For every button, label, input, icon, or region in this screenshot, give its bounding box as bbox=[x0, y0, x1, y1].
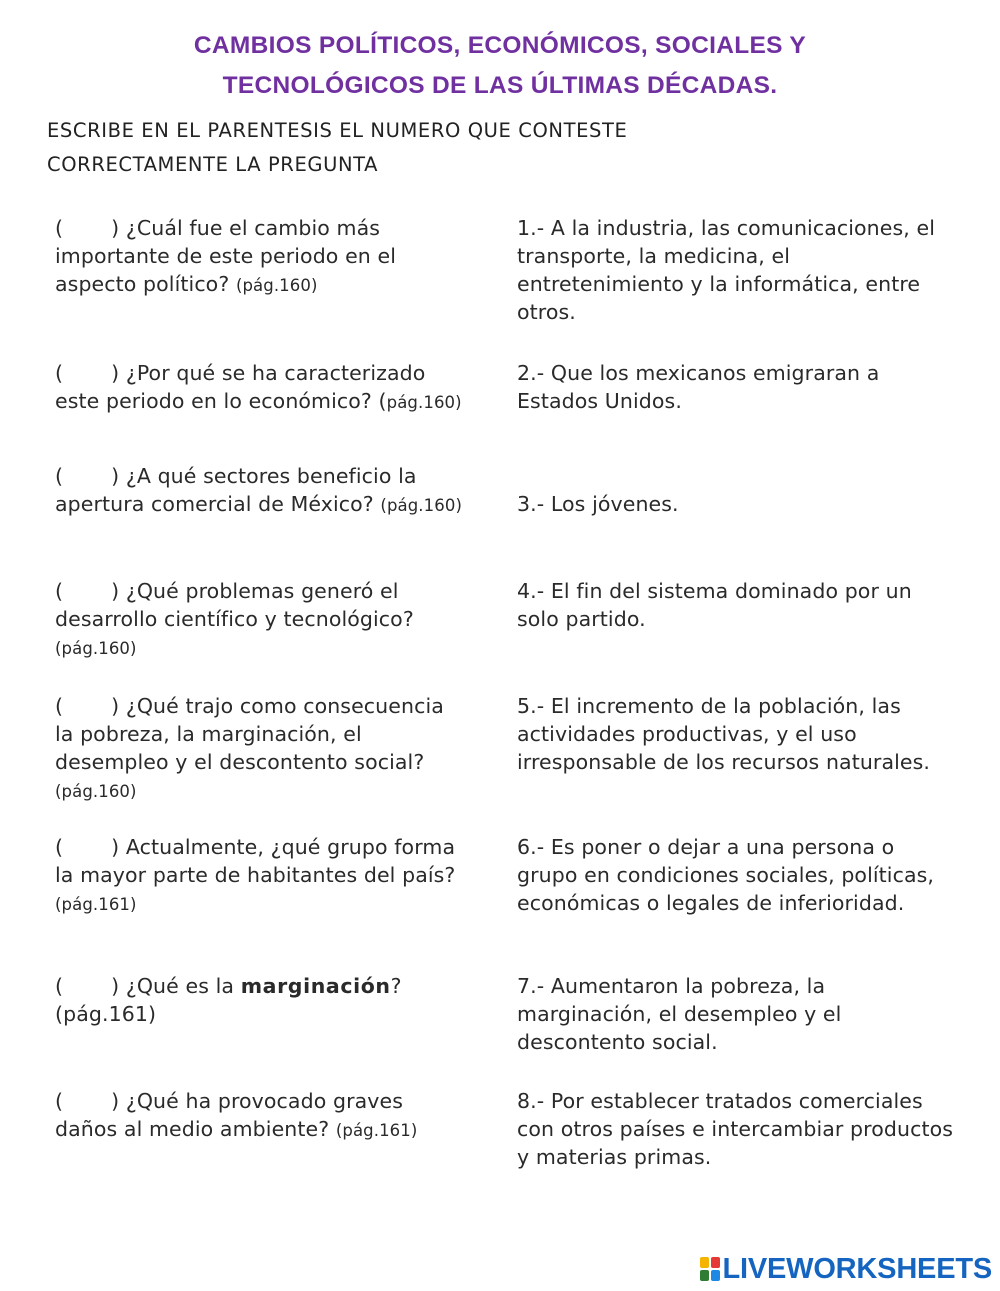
page-reference: (pág.160) bbox=[380, 496, 462, 515]
question-8: ( ) ¿Qué ha provocado graves daños al medio ambiente? (pág.161) bbox=[55, 1089, 418, 1141]
logo-square-yellow bbox=[700, 1257, 709, 1268]
logo-mark-icon bbox=[700, 1257, 720, 1281]
instructions bbox=[47, 114, 807, 182]
answer-option-4: 4.- El fin del sistema dominado por un solo partido. bbox=[517, 579, 912, 631]
question-3: ( ) ¿A qué sectores beneficio la apertura comercial de México? (pág.160) bbox=[55, 464, 462, 516]
question-text: ¿A qué sectores beneficio la apertura comercial de México? bbox=[55, 464, 417, 516]
question-text: Actualmente, ¿qué grupo forma la mayor parte de habitantes del país? bbox=[55, 835, 456, 887]
question-5: ( ) ¿Qué trajo como consecuencia la pobreza, la marginación, el desempleo y el descontento social? (pág.160) bbox=[55, 694, 444, 801]
question-2: ( ) ¿Por qué se ha caracterizado este periodo en lo económico? (pág.160) bbox=[55, 361, 462, 413]
answer-option-3: 3.- Los jóvenes. bbox=[517, 492, 679, 516]
page-reference: (pág.160) bbox=[55, 782, 137, 801]
answer-blank[interactable] bbox=[63, 692, 111, 720]
question-1: ( ) ¿Cuál fue el cambio más importante de este periodo en el aspecto político? (pág.160) bbox=[55, 216, 396, 296]
page-reference: pág.160) bbox=[386, 393, 462, 412]
question-text: ¿Qué ha provocado graves daños al medio ambiente? bbox=[55, 1089, 403, 1141]
question-text: ¿Qué es la bbox=[125, 974, 235, 998]
logo-square-blue bbox=[711, 1270, 720, 1281]
answer-blank[interactable] bbox=[63, 577, 111, 605]
question-text: ¿Qué trajo como consecuencia la pobreza, la marginación, el desempleo y el descontento social? bbox=[55, 694, 444, 774]
page-reference: (pág.161) bbox=[55, 895, 137, 914]
question-text: ¿Por qué se ha caracterizado este periodo en lo económico? ( bbox=[55, 361, 426, 413]
question-6: ( ) Actualmente, ¿qué grupo forma la mayor parte de habitantes del país? (pág.161) bbox=[55, 835, 456, 914]
answer-option-6: 6.- Es poner o dejar a una persona o grupo en condiciones sociales, políticas, económicas o legales de inferioridad. bbox=[517, 835, 935, 915]
answer-option-5: 5.- El incremento de la población, las actividades productivas, y el uso irresponsable de los recursos naturales. bbox=[517, 694, 931, 774]
answer-blank[interactable] bbox=[63, 214, 111, 242]
answer-option-7: 7.- Aumentaron la pobreza, la marginación, el desempleo y el descontento social. bbox=[517, 974, 842, 1054]
keyword-marginacion: marginación bbox=[240, 974, 391, 998]
worksheet-title bbox=[0, 26, 1000, 106]
logo-square-green bbox=[700, 1270, 709, 1281]
instructions-line-1: ESCRIBE EN EL PARENTESIS EL NUMERO QUE CONTESTE bbox=[47, 119, 628, 142]
answer-option-1: 1.- A la industria, las comunicaciones, el transporte, la medicina, el entretenimiento y la informática, entre otros. bbox=[517, 216, 936, 324]
answer-blank[interactable] bbox=[63, 1087, 111, 1115]
question-4: ( ) ¿Qué problemas generó el desarrollo científico y tecnológico? (pág.160) bbox=[55, 579, 414, 658]
answer-blank[interactable] bbox=[63, 833, 111, 861]
logo-square-red bbox=[711, 1257, 720, 1268]
answer-option-2: 2.- Que los mexicanos emigraran a Estados Unidos. bbox=[517, 361, 880, 413]
title-line-2: TECNOLÓGICOS DE LAS ÚLTIMAS DÉCADAS. bbox=[222, 72, 778, 99]
page-reference: (pág.160) bbox=[235, 276, 318, 295]
title-line-1: CAMBIOS POLÍTICOS, ECONÓMICOS, SOCIALES Y bbox=[193, 32, 807, 59]
question-7: ( ) ¿Qué es la marginación? (pág.161) bbox=[55, 974, 402, 1026]
page-reference: (pág.160) bbox=[55, 639, 137, 658]
question-text: ¿Qué problemas generó el desarrollo científico y tecnológico? bbox=[55, 579, 414, 631]
page-reference: (pág.161) bbox=[335, 1121, 418, 1140]
question-text: ¿Cuál fue el cambio más importante de este periodo en el aspecto político? bbox=[55, 216, 396, 296]
answer-option-8: 8.- Por establecer tratados comerciales con otros países e intercambiar productos y materias primas. bbox=[517, 1089, 954, 1169]
liveworksheets-logo bbox=[700, 1252, 993, 1286]
logo-text: LIVEWORKSHEETS bbox=[722, 1253, 992, 1285]
answer-blank[interactable] bbox=[63, 972, 111, 1000]
answer-blank[interactable] bbox=[63, 359, 111, 387]
question-text-end: ? (pág.161) bbox=[55, 974, 402, 1026]
instructions-line-2: CORRECTAMENTE LA PREGUNTA bbox=[47, 153, 379, 176]
answer-blank[interactable] bbox=[63, 462, 111, 490]
